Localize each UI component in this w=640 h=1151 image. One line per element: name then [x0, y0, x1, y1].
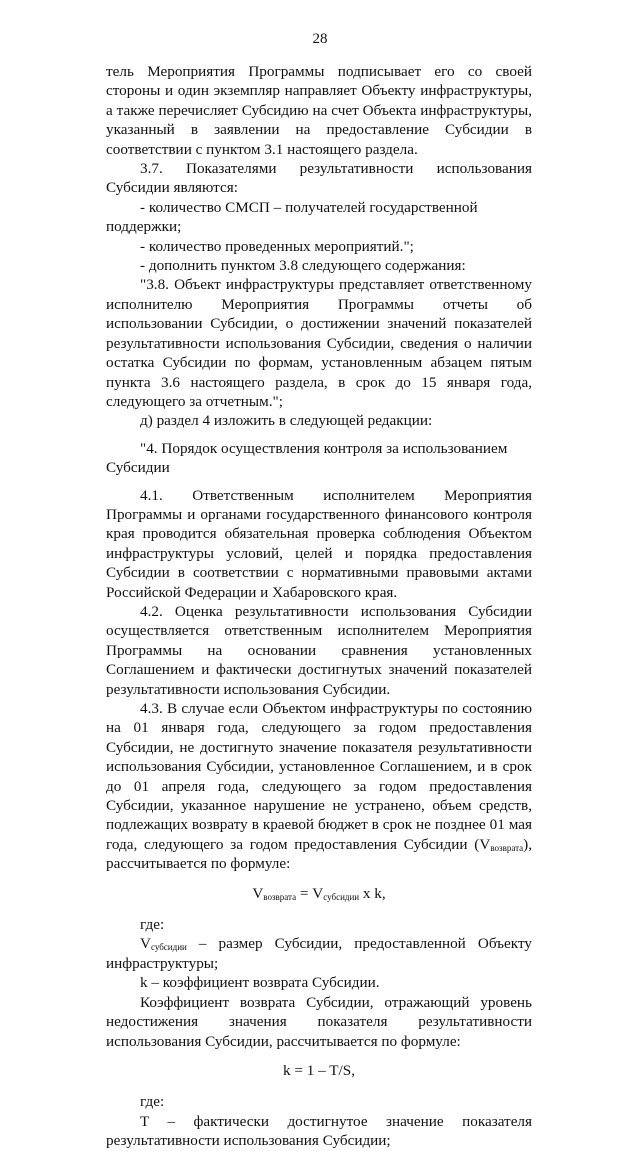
- section-4-heading: "4. Порядок осуществления контроля за использованием Субсидии: [106, 439, 508, 477]
- list-item-smsp: - количество СМСП – получателей государственной поддержки;: [106, 198, 478, 236]
- paragraph-section-4-intro: д) раздел 4 изложить в следующей редакции:: [140, 412, 433, 430]
- definition-v-subsidy: $V_{субсидии}$ – размер Субсидии, предоставленной Объекту инфраструктуры;: [106, 935, 532, 972]
- definition-t: T – фактически достигнутое значение показателя результативности использования Субсидии;: [106, 1112, 532, 1150]
- paragraph-coefficient: Коэффициент возврата Субсидии, отражающий уровень недостижения значения показателя результативности использования Субсидии, рассчитывается по формуле:: [106, 993, 532, 1050]
- list-item-events: - количество проведенных мероприятий.";: [140, 237, 414, 255]
- paragraph-continuation: тель Мероприятия Программы подписывает его со своей стороны и один экземпляр направляет Объекту инфраструктуры, а также перечисляет Субсидию на счет Объекта инфраструктуры, указанный в заявлении на предоставление Субсидии в соответствии с пунктом 3.1 настоящего раздела.: [106, 63, 532, 158]
- formula-coefficient: k = 1 – T/S,: [283, 1061, 355, 1079]
- paragraph-3-8: "3.8. Объект инфраструктуры представляет ответственному исполнителю Мероприятия Программы отчеты об использовании Субсидии, о достижении значений показателей результативности использования Субсидии, сведения о наличии остатка Субсидии по формам, установленным абзацем пятым пункта 3.6 настоящего раздела, в срок до 15 января года, следующего за отчетным.";: [106, 276, 532, 410]
- where-label-2: где:: [140, 1093, 165, 1111]
- paragraph-3-7: 3.7. Показателями результативности использования Субсидии являются:: [106, 160, 532, 197]
- definition-k: k – коэффициент возврата Субсидии.: [140, 974, 380, 992]
- page-number: 28: [312, 31, 328, 47]
- paragraph-4-1: 4.1. Ответственным исполнителем Мероприятия Программы и органами государственного финансового контроля края проводится обязательная проверка соблюдения Объектом инфраструктуры условий, целей и порядка предоставления Субсидии в соответствии с нормативными правовыми актами Российской Федерации и Хабаровского края.: [106, 486, 532, 601]
- paragraph-4-3: 4.3. В случае если Объектом инфраструктуры по состоянию на 01 января года, следующего за годом предоставления Субсидии, не достигнуто значение показателя результативности использования Субсидии, установленное Соглашением, и в срок до 01 апреля года, следующего за годом предоставления Субсидии, указанное нарушение не устранено, объем средств, подлежащих возврату в краевой бюджет в срок не позднее 01 мая года, следующего за годом предоставления Субсидии $(V_{возврата})$, рассчитывается по формуле:: [106, 700, 532, 873]
- paragraph-4-2: 4.2. Оценка результативности использования Субсидии осуществляется ответственным исполнителем Мероприятия Программы на основании сравнения установленных Соглашением и фактически достигнутых значений показателей результативности использования Субсидии.: [106, 602, 532, 698]
- document-body: [106, 62, 532, 1151]
- paragraph-add-3-8: - дополнить пунктом 3.8 следующего содержания:: [140, 257, 466, 275]
- formula-refund: $V_{возврата} = V_{субсидии}$ x k,: [252, 884, 386, 902]
- where-label-1: где:: [140, 916, 165, 934]
